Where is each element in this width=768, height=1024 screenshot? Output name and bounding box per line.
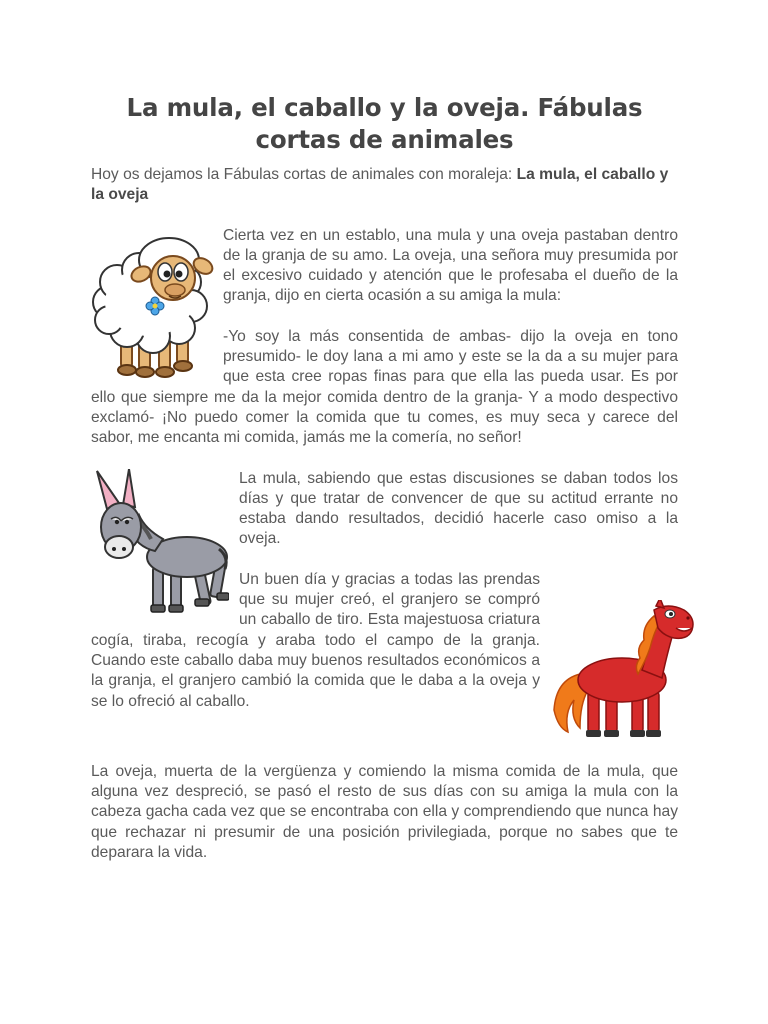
horse-illustration — [550, 600, 696, 742]
paragraph-2: -Yo soy la más consentida de ambas- dijo la oveja en tono presumido- le doy lana a mi amo y este se la da a su mujer para que esta cree ropas finas para que ella las pueda usar. Es por ello que siempre me da la mejor comida dentro de la granja- Y a modo despectivo exclamó- ¡No puedo comer la comida que tu comes, es muy seca y carece del sabor, me encanta mi comida, jamás me la comería, no señor! — [91, 327, 678, 447]
sheep-illustration — [87, 230, 215, 380]
paragraph-5: La oveja, muerta de la vergüenza y comiendo la misma comida de la mula, que alguna vez despreció, se pasó el resto de sus días con su amiga la mula con la cabeza gacha cada vez que se encontraba con ella y comprendiendo que nunca hay que rechazar ni presumir de una posición privilegiada, porque no sabes que te deparara la vida. — [91, 762, 678, 861]
intro-text: Hoy os dejamos la Fábulas cortas de animales con moraleja: — [91, 166, 517, 183]
intro-paragraph — [91, 165, 678, 206]
paragraph-4: Un buen día y gracias a todas las prendas que su mujer creó, el granjero se compró un caballo de tiro. Esta majestuosa criatura cogía, tiraba, recogía y araba todo el campo de la granja. Cuando este caballo daba muy buenos resultados económicos a la granja, el granjero cambió la comida que le daba a la oveja y se lo ofreció al caballo. — [91, 570, 540, 710]
paragraph-1: Cierta vez en un establo, una mula y una oveja pastaban dentro de la granja de su amo. La oveja, una señora muy presumida por el excesivo cuidado y atención que le profesaba el dueño de la granja, dijo en cierta ocasión a su amiga la mula: — [223, 226, 678, 305]
paragraph-3: La mula, sabiendo que estas discusiones se daban todos los días y que tratar de convencer de que su actitud errante no estaba dando resultados, decidió hacerle caso omiso a la oveja. — [239, 469, 678, 548]
article-title: La mula, el caballo y la oveja. Fábulas cortas de animales — [126, 93, 643, 154]
article — [91, 92, 678, 863]
intro-bold-title: La mula, el caballo y la oveja — [91, 166, 669, 204]
donkey-illustration — [93, 469, 229, 619]
